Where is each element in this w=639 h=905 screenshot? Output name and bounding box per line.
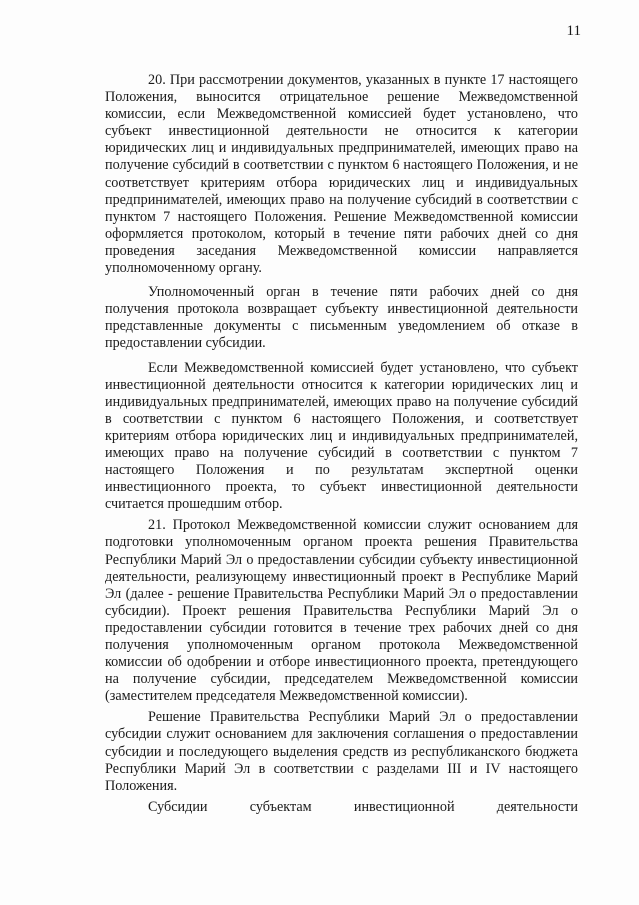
paragraph-government-decision: Решение Правительства Республики Марий Эл о предоставлении субсидии служит основанием для заключения соглашения о предоставлении субсидии и последующего выделения средств из республиканского бюджета Республики Марий Эл в соответствии с разделами III и IV настоящего Положения. [105,709,578,794]
page-number: 11 [566,23,581,39]
paragraph-subsidies-continued: Субсидии субъектам инвестиционной деятельности [148,798,578,815]
paragraph-20: 20. При рассмотрении документов, указанных в пункте 17 настоящего Положения, выносится отрицательное решение Межведомственной комиссии, если Межведомственной комиссией будет установлено, что субъект инвестиционной деятельности не относится к категории юридических лиц и индивидуальных предпринимателей, имеющих право на получение субсидий в соответствии с пунктом 6 настоящего Положения, и не соответствует критериям отбора юридических лиц и индивидуальных предпринимателей, имеющих право на получение субсидий в соответствии с пунктом 7 настоящего Положения. Решение Межведомственной комиссии оформляется протоколом, который в течение пяти рабочих дней со дня проведения заседания Межведомственной комиссии направляется уполномоченному органу. [105,72,578,277]
document-body [105,72,578,816]
paragraph-refusal-notice: Уполномоченный орган в течение пяти рабочих дней со дня получения протокола возвращает субъекту инвестиционной деятельности представленные документы с письменным уведомлением об отказе в предоставлении субсидии. [105,284,578,352]
paragraph-21: 21. Протокол Межведомственной комиссии служит основанием для подготовки уполномоченным органом проекта решения Правительства Республики Марий Эл о предоставлении субсидии субъекту инвестиционной деятельности, реализующему инвестиционный проект в Республике Марий Эл (далее - решение Правительства Республики Марий Эл о предоставлении субсидии). Проект решения Правительства Республики Марий Эл о предоставлении субсидии готовится в течение трех рабочих дней со дня получения уполномоченным органом протокола Межведомственной комиссии об одобрении и отборе инвестиционного проекта, претендующего на получение субсидии, председателем Межведомственной комиссии (заместителем председателя Межведомственной комиссии). [105,517,578,705]
paragraph-selection-passed: Если Межведомственной комиссией будет установлено, что субъект инвестиционной деятельности относится к категории юридических лиц и индивидуальных предпринимателей, имеющих право на получение субсидий в соответствии с пунктом 6 настоящего Положения, и соответствует критериям отбора юридических лиц и индивидуальных предпринимателей, имеющих право на получение субсидий в соответствии с пунктом 7 настоящего Положения и по результатам экспертной оценки инвестиционного проекта, то субъект инвестиционной деятельности считается прошедшим отбор. [105,359,578,513]
